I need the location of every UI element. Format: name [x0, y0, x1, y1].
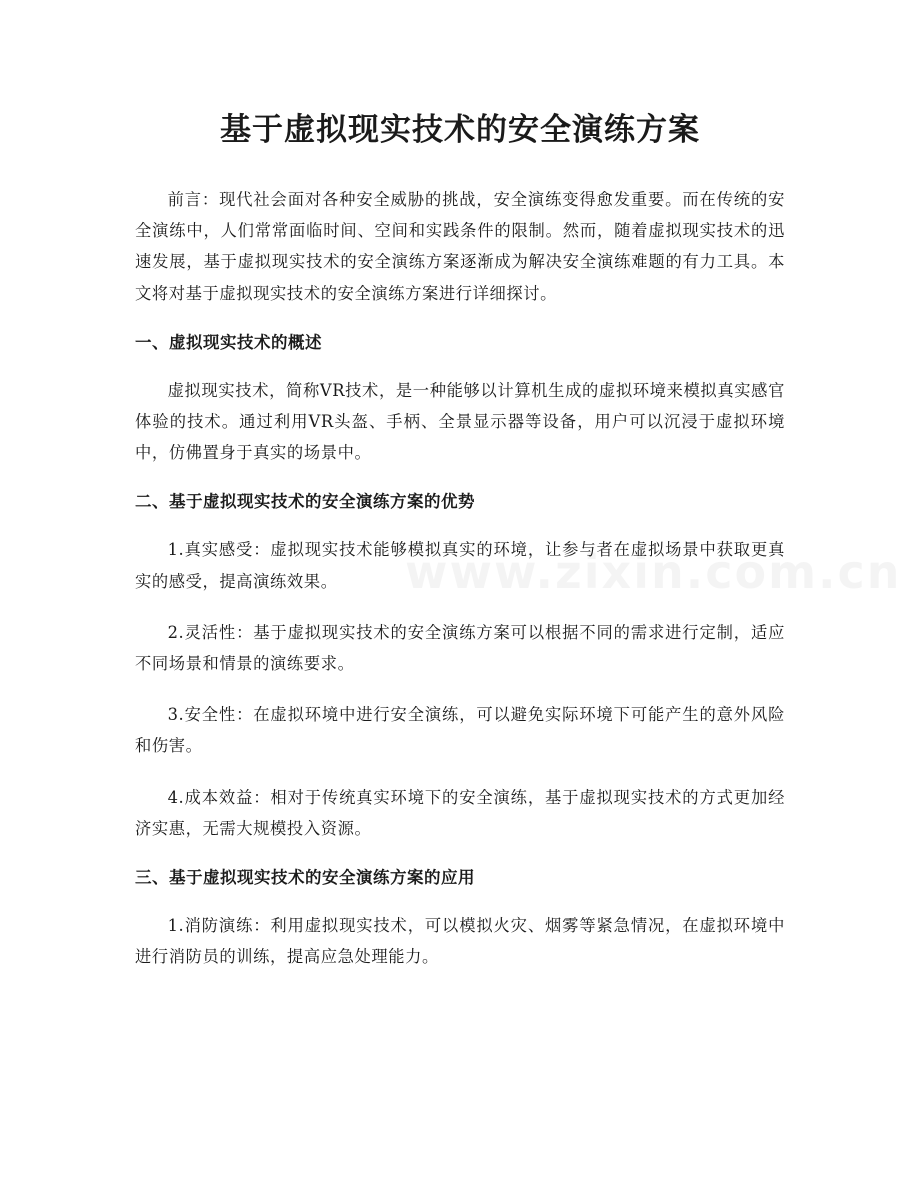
document-title: 基于虚拟现实技术的安全演练方案 [220, 112, 700, 148]
section-heading-applications: 三、基于虚拟现实技术的安全演练方案的应用 [135, 868, 475, 888]
intro-paragraph: 前言：现代社会面对各种安全威胁的挑战，安全演练变得愈发重要。而在传统的安全演练中，人们常常面临时间、空间和实践条件的限制。然而，随着虚拟现实技术的迅速发展，基于虚拟现实技术的安全演练方案逐渐成为解决安全演练难题的有力工具。本文将对基于虚拟现实技术的安全演练方案进行详细探讨。 [135, 190, 785, 303]
section-heading-overview: 一、虚拟现实技术的概述 [135, 332, 322, 352]
advantage-item: 2.灵活性：基于虚拟现实技术的安全演练方案可以根据不同的需求进行定制，适应不同场景和情景的演练要求。 [135, 622, 785, 674]
advantage-item: 3.安全性：在虚拟环境中进行安全演练，可以避免实际环境下可能产生的意外风险和伤害。 [135, 705, 785, 756]
advantage-item: 4.成本效益：相对于传统真实环境下的安全演练，基于虚拟现实技术的方式更加经济实惠，无需大规模投入资源。 [135, 787, 785, 838]
advantage-item: 1.真实感受：虚拟现实技术能够模拟真实的环境，让参与者在虚拟场景中获取更真实的感受，提高演练效果。 [135, 540, 785, 591]
section-heading-advantages: 二、基于虚拟现实技术的安全演练方案的优势 [135, 492, 475, 512]
application-item: 1.消防演练：利用虚拟现实技术，可以模拟火灾、烟雾等紧急情况，在虚拟环境中进行消防员的训练，提高应急处理能力。 [135, 916, 785, 967]
document-body [135, 184, 785, 992]
overview-paragraph: 虚拟现实技术，简称VR技术，是一种能够以计算机生成的虚拟环境来模拟真实感官体验的技术。通过利用VR头盔、手柄、全景显示器等设备，用户可以沉浸于虚拟环境中，仿佛置身于真实的场景中。 [135, 380, 785, 463]
